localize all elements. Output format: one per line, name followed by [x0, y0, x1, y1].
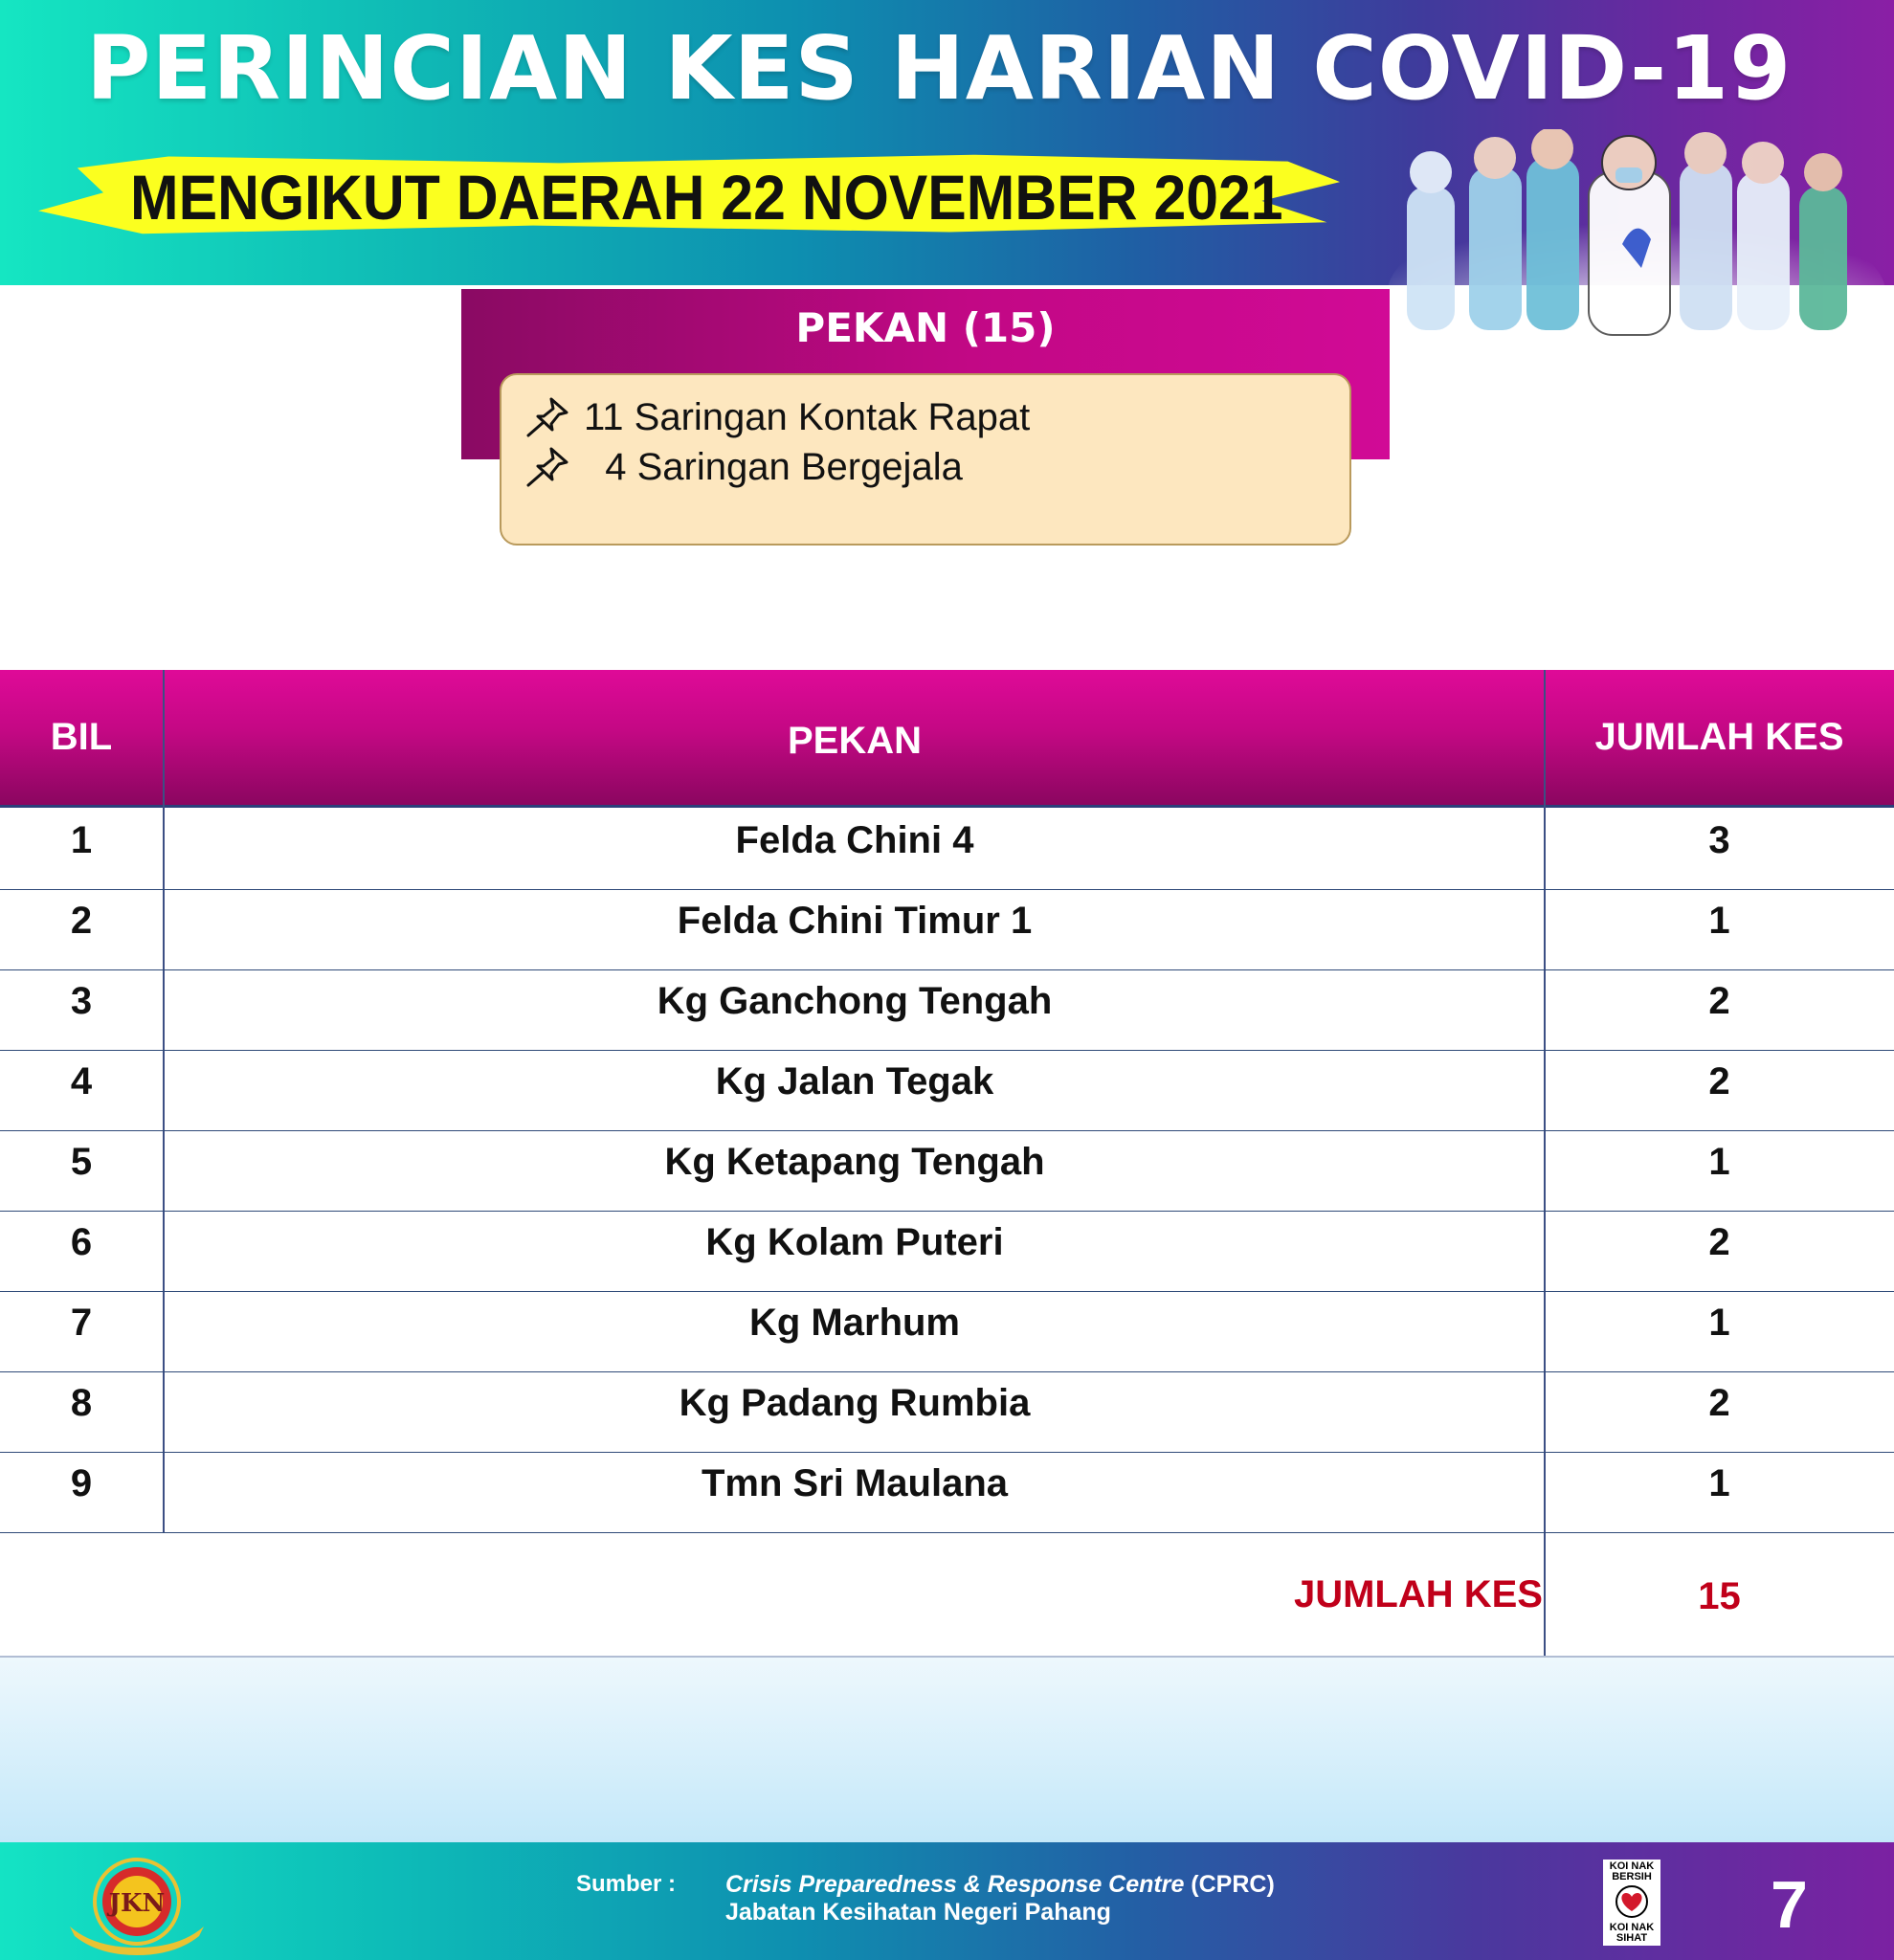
location-name: Kg Kolam Puteri [705, 1221, 1004, 1263]
table-row [0, 1131, 1894, 1212]
location-name: Kg Jalan Tegak [715, 1060, 994, 1102]
lower-background [0, 1656, 1894, 1842]
table-row [0, 890, 1894, 970]
page-subtitle: MENGIKUT DAERAH 22 NOVEMBER 2021 [130, 162, 1283, 233]
row-number: 8 [70, 1382, 93, 1424]
page-number: 7 [1771, 1867, 1808, 1942]
row-number: 7 [70, 1302, 93, 1344]
row-number: 9 [70, 1462, 93, 1504]
column-header-bil: BIL [50, 716, 113, 758]
case-count: 2 [1708, 1060, 1730, 1102]
koi-badge-top-text: KOI NAK BERSIH [1609, 1860, 1655, 1882]
koi-nak-badge [1603, 1860, 1660, 1946]
location-name: Kg Marhum [749, 1302, 960, 1344]
location-name: Felda Chini 4 [735, 819, 974, 861]
screening-item [523, 442, 1349, 492]
location-name: Kg Ketapang Tengah [664, 1141, 1045, 1183]
location-name: Kg Padang Rumbia [679, 1382, 1031, 1424]
row-number: 2 [70, 900, 93, 942]
screening-text: 4 Saringan Bergejala [584, 445, 963, 488]
case-count: 3 [1708, 819, 1730, 861]
svg-text:JKN: JKN [108, 1889, 166, 1918]
row-number: 4 [70, 1060, 93, 1102]
screening-text: 11 Saringan Kontak Rapat [584, 395, 1031, 438]
district-title: PEKAN (15) [795, 304, 1056, 351]
pushpin-icon [523, 445, 572, 489]
table-row [0, 1051, 1894, 1131]
source-organization [725, 1871, 1275, 1899]
table-row [0, 1212, 1894, 1292]
row-number: 5 [70, 1141, 93, 1183]
table-row [0, 1372, 1894, 1453]
case-count: 2 [1708, 1382, 1730, 1424]
table-row [0, 970, 1894, 1051]
column-header-location: PEKAN [787, 720, 923, 762]
row-number: 3 [70, 980, 93, 1022]
source-org-name: Crisis Preparedness & Response Centre [725, 1871, 1185, 1898]
case-count: 2 [1708, 1221, 1730, 1263]
case-count: 1 [1708, 900, 1730, 942]
case-count: 1 [1708, 1141, 1730, 1183]
heart-icon [1615, 1885, 1649, 1918]
jkn-logo [56, 1852, 218, 1957]
total-value: 15 [1698, 1575, 1741, 1617]
screening-info-box [500, 373, 1351, 546]
screening-item [523, 392, 1349, 442]
case-count: 2 [1708, 980, 1730, 1022]
source-label: Sumber : [576, 1871, 677, 1897]
source-org-abbr: (CPRC) [1184, 1871, 1275, 1898]
table-header [0, 670, 1894, 808]
table-row [0, 810, 1894, 890]
column-header-count: JUMLAH KES [1594, 716, 1844, 758]
case-count: 1 [1708, 1462, 1730, 1504]
row-number: 1 [70, 819, 93, 861]
case-count: 1 [1708, 1302, 1730, 1344]
page-title: PERINCIAN KES HARIAN COVID-19 [86, 17, 1793, 120]
health-workers-illustration [1378, 129, 1894, 349]
total-label: JUMLAH KES [1293, 1573, 1543, 1615]
divider [0, 1656, 1894, 1658]
location-name: Kg Ganchong Tengah [657, 980, 1053, 1022]
source-department: Jabatan Kesihatan Negeri Pahang [725, 1899, 1111, 1926]
row-number: 6 [70, 1221, 93, 1263]
table-body [0, 810, 1894, 1533]
table-row [0, 1292, 1894, 1372]
location-name: Felda Chini Timur 1 [677, 900, 1033, 942]
koi-badge-bottom-text: KOI NAK SIHAT [1609, 1922, 1655, 1944]
location-name: Tmn Sri Maulana [701, 1462, 1009, 1504]
pushpin-icon [523, 395, 572, 439]
table-row [0, 1453, 1894, 1533]
